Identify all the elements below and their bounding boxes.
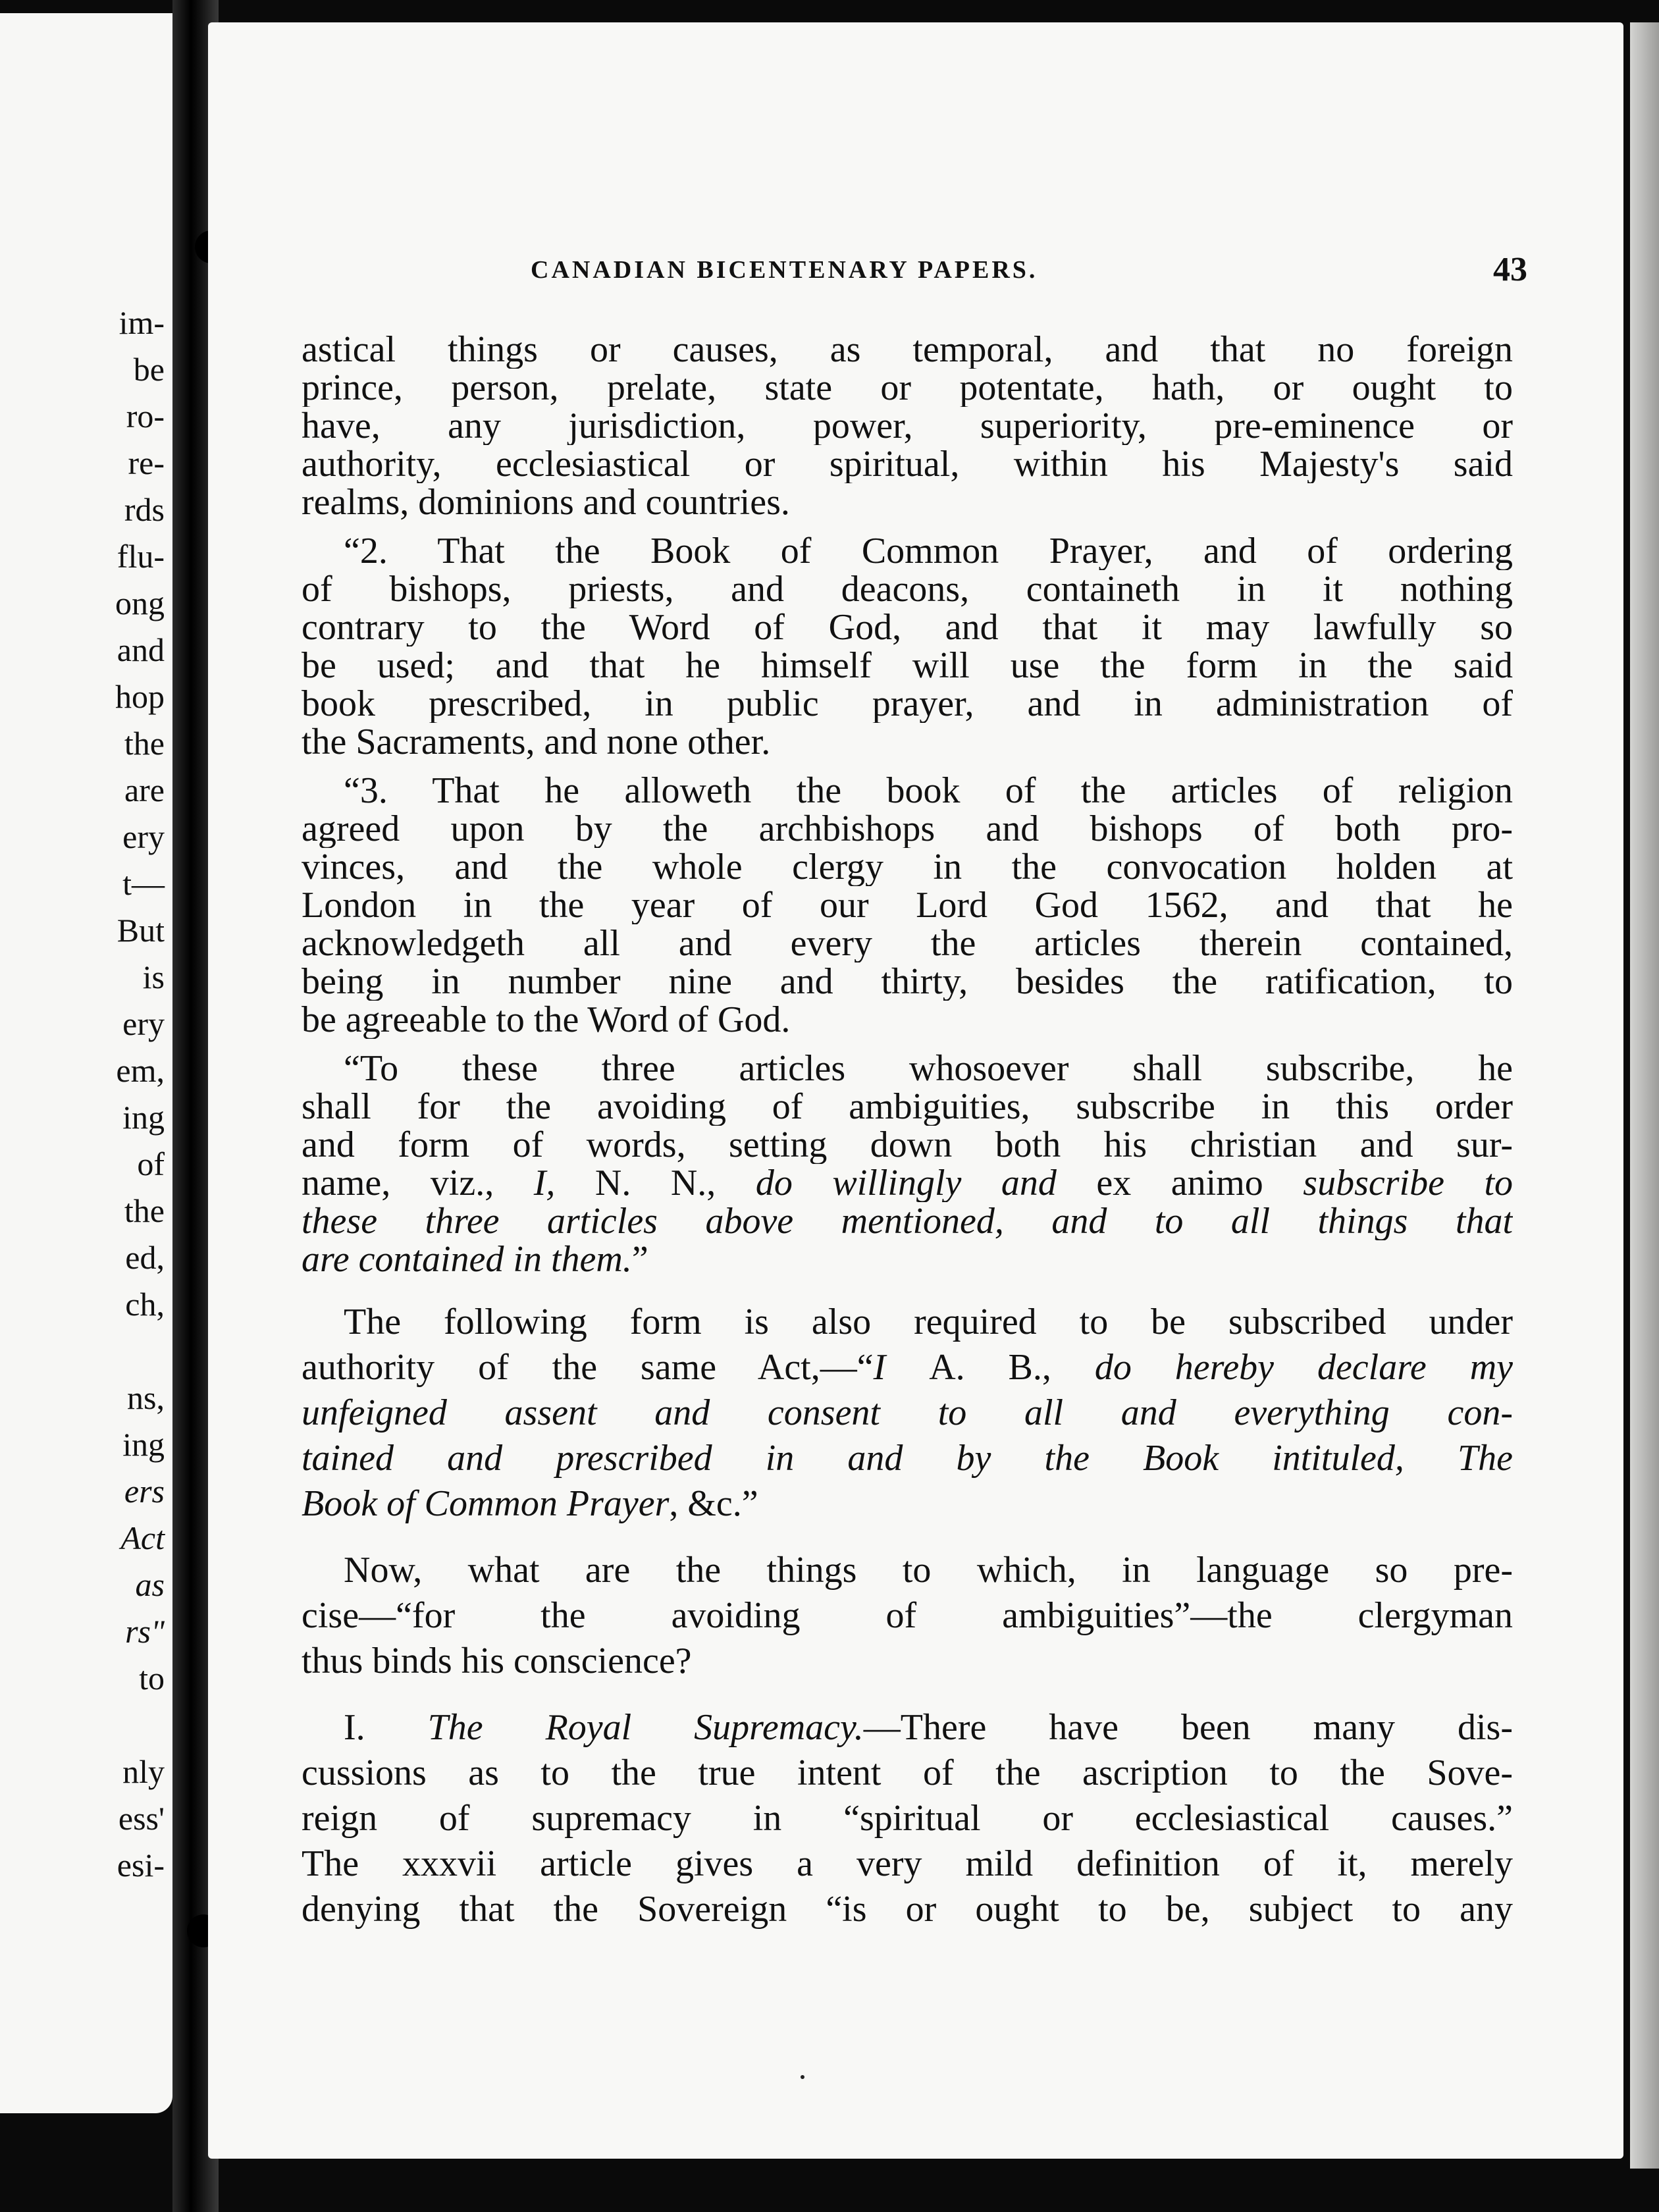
italic-span: do hereby declare my bbox=[1094, 1347, 1513, 1388]
paragraph-3 bbox=[302, 772, 1513, 1039]
text-line: authority, ecclesiastical or spiritual, within his Majesty's said bbox=[302, 445, 1513, 483]
left-page-line: ed, bbox=[125, 1239, 165, 1276]
text-line: “3. That he alloweth the book of the articles of religion bbox=[344, 772, 1513, 810]
italic-span: subscribe to bbox=[1303, 1164, 1513, 1202]
left-page-line: ers bbox=[124, 1473, 165, 1510]
text-line: be agreeable to the Word of God. bbox=[302, 1001, 791, 1039]
left-page-line: ery bbox=[122, 818, 165, 855]
paragraph-4 bbox=[302, 1049, 1513, 1278]
text-line: Now, what are the things to which, in language so pre- bbox=[344, 1550, 1513, 1591]
italic-line: unfeigned assent and consent to all and everything con- bbox=[302, 1392, 1513, 1433]
text-span: N. N., bbox=[594, 1164, 756, 1202]
italic-line: these three articles above mentioned, and to all things that bbox=[302, 1202, 1513, 1240]
text-line: “2. That the Book of Common Prayer, and of ordering bbox=[344, 532, 1513, 570]
italic-span: I bbox=[873, 1347, 930, 1388]
left-page-line: ing bbox=[122, 1099, 165, 1136]
left-page-line: ns, bbox=[127, 1379, 165, 1416]
left-page-line: ong bbox=[115, 585, 165, 621]
paragraph-5 bbox=[302, 1300, 1513, 1527]
text-line: “To these three articles whosoever shall subscribe, he bbox=[344, 1049, 1513, 1088]
paragraph-6 bbox=[302, 1548, 1513, 1684]
text-line: The following form is also required to be subscribed under bbox=[344, 1302, 1513, 1342]
left-page-line: the bbox=[124, 725, 165, 762]
left-page-fragment bbox=[0, 13, 172, 2113]
text-line bbox=[302, 1240, 1513, 1278]
left-page-line: are bbox=[124, 772, 165, 808]
left-page-line: and bbox=[117, 631, 165, 668]
left-page-line: hop bbox=[115, 678, 165, 715]
text-line: being in number nine and thirty, besides the ratification, to bbox=[302, 962, 1513, 1001]
text-span: , &c.” bbox=[669, 1483, 758, 1524]
text-span: name, viz., bbox=[302, 1164, 534, 1202]
left-page-line: to bbox=[139, 1660, 165, 1697]
text-line: realms, dominions and countries. bbox=[302, 483, 790, 521]
right-page bbox=[208, 22, 1623, 2159]
text-span: —There have been many dis- bbox=[863, 1707, 1513, 1748]
page-body bbox=[302, 330, 1513, 1932]
text-line: book prescribed, in public prayer, and in administration of bbox=[302, 685, 1513, 723]
italic-span: I, bbox=[533, 1164, 595, 1202]
text-line: be used; and that he himself will use the form in the said bbox=[302, 646, 1513, 685]
left-page-line: rds bbox=[124, 491, 165, 528]
left-page-line: im- bbox=[118, 304, 165, 341]
text-span: authority of the same Act,—“ bbox=[302, 1347, 874, 1388]
left-page-line: as bbox=[135, 1566, 165, 1603]
left-page-line: esi- bbox=[117, 1847, 165, 1883]
left-page-line: re- bbox=[128, 444, 165, 481]
text-line: cise—“for the avoiding of ambiguities”—the clergyman bbox=[302, 1595, 1513, 1636]
left-page-line: ery bbox=[122, 1005, 165, 1042]
page-edge bbox=[1630, 22, 1659, 2169]
left-page-line: rs" bbox=[125, 1613, 165, 1650]
text-span: tained and prescribed in and by the Book intituled, bbox=[302, 1438, 1458, 1479]
text-line: The xxxvii article gives a very mild definition of it, merely bbox=[302, 1843, 1513, 1884]
text-span: The bbox=[1458, 1438, 1513, 1479]
text-line: denying that the Sovereign “is or ought to be, subject to any bbox=[302, 1889, 1513, 1930]
text-line: prince, person, prelate, state or potentate, hath, or ought to bbox=[302, 369, 1513, 407]
paragraph-2 bbox=[302, 532, 1513, 761]
text-span: A. B., bbox=[929, 1347, 1095, 1388]
left-page-line: Act bbox=[120, 1519, 165, 1556]
left-page-line: the bbox=[124, 1192, 165, 1229]
left-page-line: ess' bbox=[118, 1800, 165, 1837]
left-page-line: ch, bbox=[125, 1286, 165, 1323]
text-line: cussions as to the true intent of the ascription to the Sove- bbox=[302, 1752, 1513, 1793]
text-line bbox=[302, 1481, 1513, 1527]
text-line: agreed upon by the archbishops and bishops of both pro- bbox=[302, 810, 1513, 848]
text-line bbox=[302, 1164, 1513, 1202]
text-span: I. bbox=[344, 1707, 428, 1748]
running-title: CANADIAN BICENTENARY PAPERS. bbox=[531, 256, 1038, 284]
left-page-line: be bbox=[133, 351, 165, 388]
italic-line bbox=[302, 1436, 1513, 1481]
left-page-line: em, bbox=[116, 1052, 165, 1089]
text-line: reign of supremacy in “spiritual or ecclesiastical causes.” bbox=[302, 1798, 1513, 1839]
text-span: ” bbox=[631, 1240, 648, 1278]
italic-span: The Royal Supremacy. bbox=[427, 1707, 864, 1748]
text-line: the Sacraments, and none other. bbox=[302, 723, 771, 761]
text-line: acknowledgeth all and every the articles therein contained, bbox=[302, 924, 1513, 962]
page-number: 43 bbox=[1493, 251, 1527, 288]
left-page-line: But bbox=[117, 912, 165, 949]
left-page-line: ro- bbox=[126, 398, 165, 434]
text-span: ex animo bbox=[1096, 1164, 1304, 1202]
text-line: vinces, and the whole clergy in the convocation holden at bbox=[302, 848, 1513, 886]
italic-span: are contained in them. bbox=[302, 1240, 632, 1278]
italic-span: Book of Common Prayer bbox=[302, 1483, 670, 1524]
italic-span: do willingly and bbox=[755, 1164, 1097, 1202]
paragraph-1 bbox=[302, 330, 1513, 521]
text-line bbox=[302, 1705, 1513, 1751]
ink-speck bbox=[801, 2075, 804, 2079]
text-line: have, any jurisdiction, power, superiority, pre-eminence or bbox=[302, 407, 1513, 445]
left-page-line: t— bbox=[122, 865, 165, 902]
text-line: London in the year of our Lord God 1562, and that he bbox=[302, 886, 1513, 924]
text-line: thus binds his conscience? bbox=[302, 1641, 692, 1681]
left-page-line: of bbox=[137, 1146, 165, 1182]
text-line: of bishops, priests, and deacons, containeth in it nothing bbox=[302, 570, 1513, 608]
left-page-line: nly bbox=[122, 1753, 165, 1790]
text-line bbox=[302, 1345, 1513, 1390]
left-page-line: ing bbox=[122, 1426, 165, 1463]
paragraph-7 bbox=[302, 1705, 1513, 1932]
left-page-line: flu- bbox=[117, 538, 165, 575]
running-head bbox=[208, 251, 1623, 295]
text-line: astical things or causes, as temporal, and that no foreign bbox=[302, 330, 1513, 369]
text-line: contrary to the Word of God, and that it may lawfully so bbox=[302, 608, 1513, 646]
text-line: and form of words, setting down both his christian and sur- bbox=[302, 1126, 1513, 1164]
left-page-line: is bbox=[142, 959, 165, 995]
text-line: shall for the avoiding of ambiguities, subscribe in this order bbox=[302, 1088, 1513, 1126]
